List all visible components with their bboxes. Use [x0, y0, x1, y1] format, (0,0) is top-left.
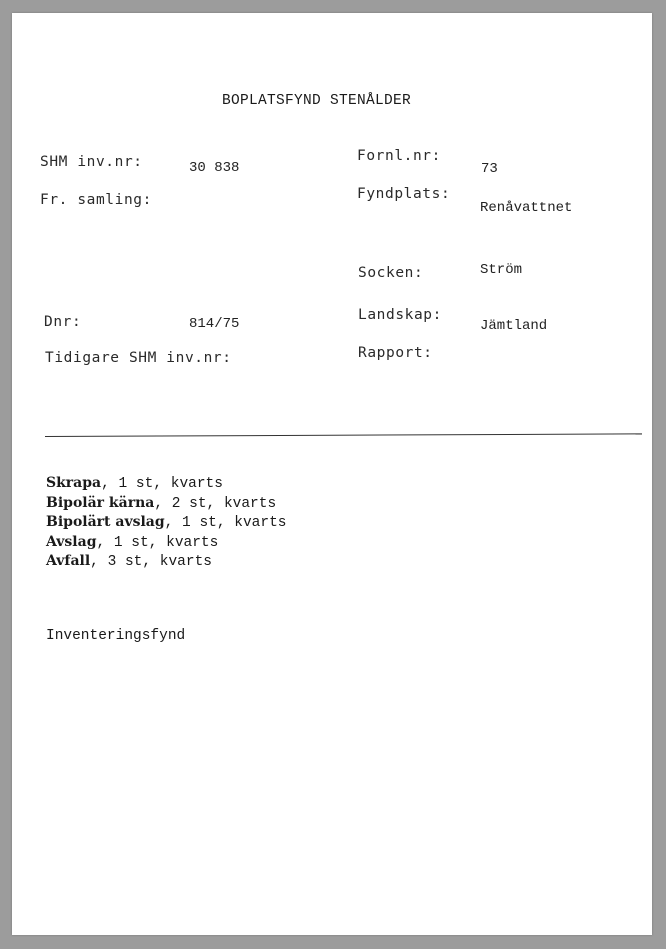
- find-detail: , 1 st, kvarts: [164, 515, 287, 531]
- inventory-note: Inventeringsfynd: [46, 628, 186, 644]
- find-detail: , 1 st, kvarts: [101, 476, 223, 492]
- socken-value: Ström: [480, 262, 523, 278]
- find-item: [46, 494, 286, 514]
- find-name: Skrapa: [46, 475, 102, 491]
- landskap-label: Landskap:: [358, 307, 442, 323]
- find-name: Bipolär kärna: [46, 494, 155, 511]
- find-name: Bipolärt avslag: [46, 514, 165, 530]
- finds-list: [46, 474, 286, 572]
- landskap-value: Jämtland: [480, 318, 548, 334]
- find-item: [46, 533, 286, 553]
- fr-samling-label: Fr. samling:: [40, 192, 152, 208]
- fyndplats-value: Renåvattnet: [480, 200, 573, 216]
- find-name: Avfall: [46, 553, 91, 569]
- dnr-label: Dnr:: [44, 314, 82, 330]
- rapport-label: Rapport:: [358, 345, 433, 361]
- shm-inv-value: 30 838: [189, 160, 240, 176]
- find-detail: , 2 st, kvarts: [154, 495, 277, 512]
- find-item: [46, 513, 286, 533]
- shm-inv-label: SHM inv.nr:: [40, 154, 143, 170]
- fornl-label: Fornl.nr:: [357, 148, 441, 164]
- find-name: Avslag: [46, 533, 97, 550]
- socken-label: Socken:: [358, 265, 424, 281]
- dnr-value: 814/75: [189, 316, 240, 332]
- find-item: [46, 552, 286, 572]
- find-detail: , 1 st, kvarts: [96, 534, 219, 551]
- tidigare-shm-label: Tidigare SHM inv.nr:: [45, 350, 232, 366]
- fyndplats-label: Fyndplats:: [357, 186, 451, 202]
- card-title: BOPLATSFYND STENÅLDER: [222, 93, 412, 109]
- find-detail: , 3 st, kvarts: [90, 554, 212, 570]
- find-item: [46, 474, 286, 494]
- fornl-value: 73: [481, 161, 498, 177]
